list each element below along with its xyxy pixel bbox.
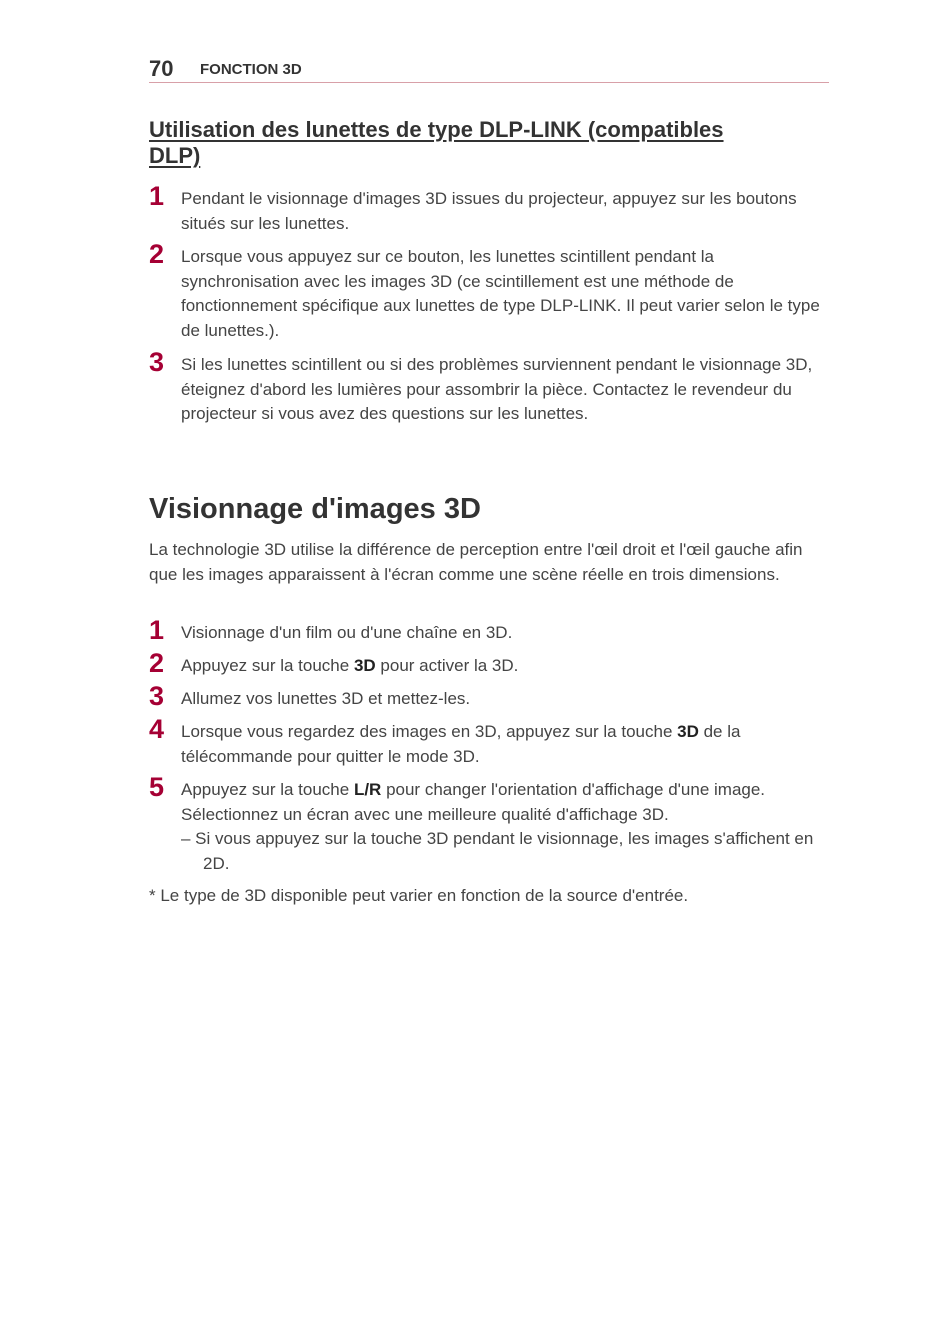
step-text: Si les lunettes scintillent ou si des problèmes surviennent pendant le visionnage 3D, éteignez d'abord les lumières pour assombrir la pièce. Contactez le revendeur du projecteur si vous avez des questions sur les lunettes.: [181, 355, 813, 423]
step-text: Allumez vos lunettes 3D et mettez-les.: [181, 689, 471, 708]
step-number: 2: [149, 239, 165, 269]
step-number: 5: [149, 772, 165, 802]
step-text-part: Appuyez sur la touche: [181, 656, 354, 675]
step-text-part: Lorsque vous regardez des images en 3D, appuyez sur la touche: [181, 722, 678, 741]
page-number: 70: [149, 56, 174, 81]
step-text: [181, 654, 831, 679]
step-note: – Si vous appuyez sur la touche 3D pendant le visionnage, les images s'affichent en 2D.: [181, 829, 814, 873]
page-header: [149, 56, 829, 83]
footnote: * Le type de 3D disponible peut varier en fonction de la source d'entrée.: [149, 886, 689, 905]
step-text-part: pour activer la 3D.: [375, 656, 519, 675]
key-name: 3D: [353, 656, 376, 675]
step-text-part: de la télécommande pour quitter le mode 3D.: [181, 722, 741, 766]
step-text: [181, 720, 831, 769]
step-number: 2: [149, 648, 165, 678]
step-text: [181, 778, 831, 876]
step-number: 3: [149, 347, 165, 377]
step-text-part: pour changer l'orientation d'affichage d'une image. Sélectionnez un écran avec une meilleure qualité d'affichage 3D.: [181, 780, 766, 824]
step-number: 3: [149, 681, 165, 711]
viewing-intro: La technologie 3D utilise la différence de perception entre l'œil droit et l'œil gauche afin que les images apparaissent à l'écran comme une scène réelle en trois dimensions.: [149, 540, 803, 584]
step-number: 1: [149, 181, 165, 211]
viewing-section-title: Visionnage d'images 3D: [149, 493, 481, 525]
key-name: L/R: [353, 780, 382, 799]
step-text: Pendant le visionnage d'images 3D issues du projecteur, appuyez sur les boutons situés sur les lunettes.: [181, 189, 797, 233]
step-text: Lorsque vous appuyez sur ce bouton, les lunettes scintillent pendant la synchronisation avec les images 3D (ce scintillement est une méthode de fonctionnement spécifique aux lunettes de type DLP-LINK. Il peut varier selon le type de lunettes.).: [181, 247, 820, 340]
step-text-part: Appuyez sur la touche: [181, 780, 354, 799]
step-number: 1: [149, 615, 165, 645]
dlp-section-title: Utilisation des lunettes de type DLP-LINK (compatibles DLP): [149, 117, 724, 168]
step-text: Visionnage d'un film ou d'une chaîne en 3D.: [181, 623, 513, 642]
page-section-title: FONCTION 3D: [200, 61, 302, 78]
key-name: 3D: [677, 722, 699, 741]
step-number: 4: [149, 714, 165, 744]
